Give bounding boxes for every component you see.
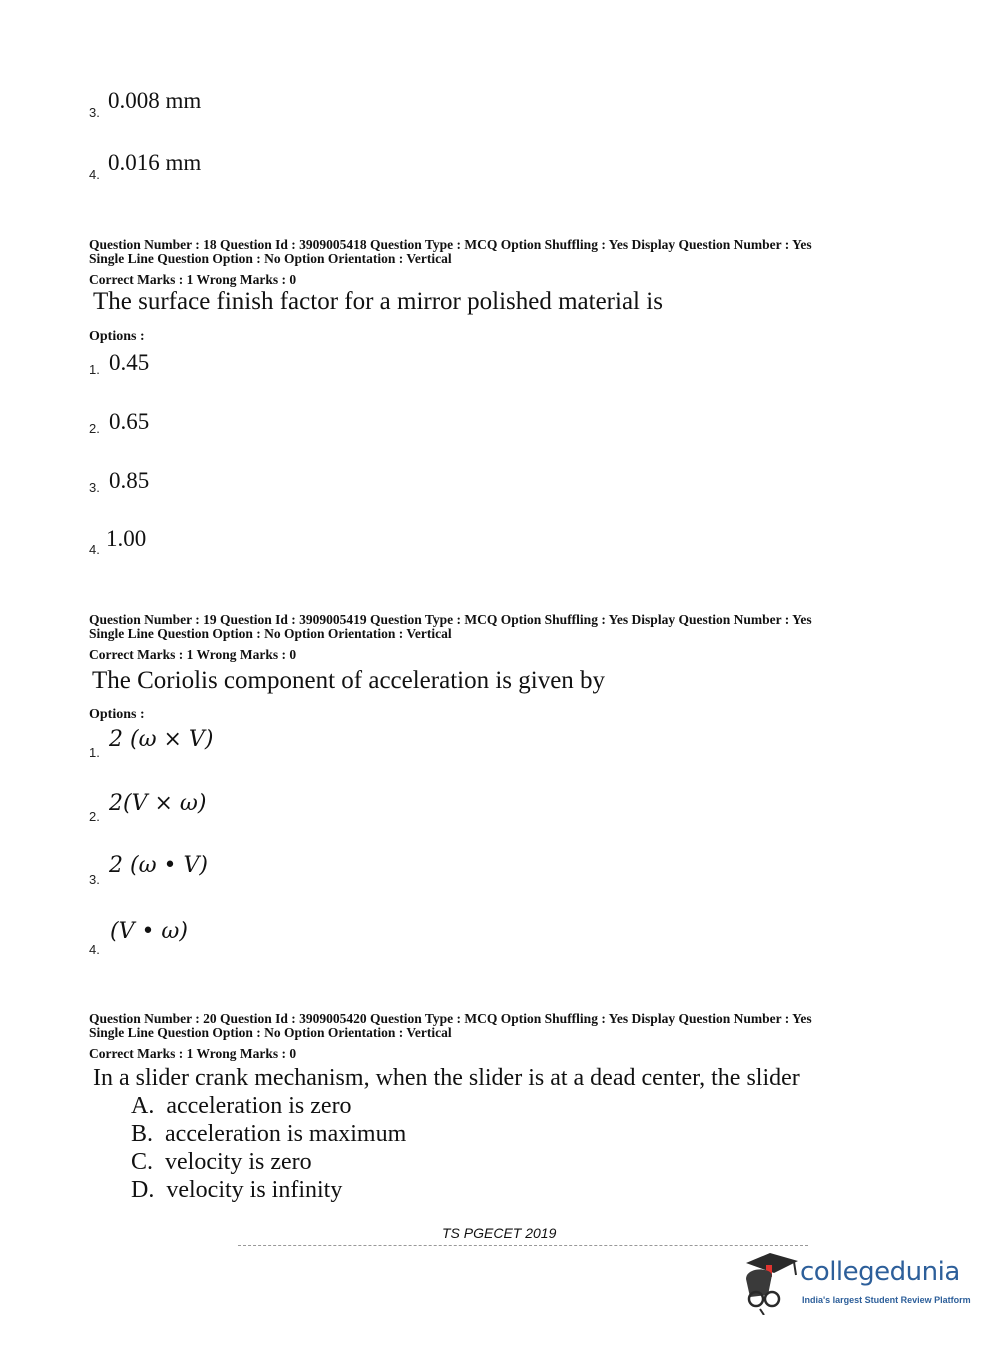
q20-marks: Correct Marks : 1 Wrong Marks : 0 (89, 1046, 297, 1061)
q18-options-label: Options : (89, 329, 145, 344)
q18-marks: Correct Marks : 1 Wrong Marks : 0 (89, 272, 297, 287)
q18-question-text: The surface finish factor for a mirror polished material is (93, 288, 663, 315)
option-text: 0.85 (109, 468, 150, 493)
q19-options-label: Options : (89, 707, 145, 722)
footer-text: TS PGECET 2019 (442, 1225, 557, 1241)
logo-tagline: India's largest Student Review Platform (802, 1295, 971, 1305)
option-number: 4. (89, 542, 100, 557)
collegedunia-logo[interactable] (740, 1245, 980, 1320)
option-number: 2. (89, 421, 100, 436)
footer-divider (238, 1245, 808, 1246)
option-number: 3. (89, 480, 100, 495)
choice-letter: C. (131, 1149, 154, 1175)
q18-meta-line1: Question Number : 18 Question Id : 3909005418 Question Type : MCQ Option Shuffling : Yes Display Question Number : Yes (89, 237, 812, 252)
q18-meta-line2: Single Line Question Option : No Option Orientation : Vertical (89, 251, 452, 266)
graduation-cap-mascot-icon (740, 1245, 804, 1315)
q20-meta-line2: Single Line Question Option : No Option Orientation : Vertical (89, 1025, 452, 1040)
choice-text: velocity is zero (165, 1149, 312, 1175)
choice-letter: D. (131, 1177, 155, 1203)
choice-text: acceleration is maximum (165, 1121, 407, 1147)
option-formula: (V • ω) (110, 919, 188, 944)
option-text: 0.008 mm (108, 88, 202, 113)
q20-meta-line1: Question Number : 20 Question Id : 3909005420 Question Type : MCQ Option Shuffling : Yes Display Question Number : Yes (89, 1011, 812, 1026)
q20-choice-b[interactable] (131, 1121, 406, 1148)
q20-choice-a[interactable] (131, 1093, 352, 1120)
option-number: 3. (89, 872, 100, 887)
q20-choice-d[interactable] (131, 1177, 342, 1204)
option-number: 2. (89, 809, 100, 824)
q20-question-text: In a slider crank mechanism, when the slider is at a dead center, the slider (93, 1065, 800, 1091)
q20-choice-c[interactable] (131, 1149, 312, 1176)
q19-meta-line2: Single Line Question Option : No Option Orientation : Vertical (89, 626, 452, 641)
q19-question-text: The Coriolis component of acceleration is given by (92, 667, 606, 694)
option-number: 1. (89, 362, 100, 377)
option-text: 0.016 mm (108, 150, 202, 175)
option-text: 0.45 (109, 350, 150, 375)
option-number: 3. (89, 105, 100, 120)
option-formula: 2(V × ω) (109, 791, 207, 816)
q19-meta-line1: Question Number : 19 Question Id : 3909005419 Question Type : MCQ Option Shuffling : Yes Display Question Number : Yes (89, 612, 812, 627)
choice-letter: A. (131, 1093, 155, 1119)
option-number: 1. (89, 745, 100, 760)
option-text: 0.65 (109, 409, 150, 434)
option-number: 4. (89, 167, 100, 182)
choice-text: acceleration is zero (166, 1093, 352, 1119)
choice-letter: B. (131, 1121, 154, 1147)
q19-marks: Correct Marks : 1 Wrong Marks : 0 (89, 647, 297, 662)
choice-text: velocity is infinity (166, 1177, 343, 1203)
option-number: 4. (89, 942, 100, 957)
option-text: 1.00 (106, 526, 147, 551)
option-formula: 2 (ω × V) (109, 727, 214, 752)
logo-brand-text: collegedunia (800, 1257, 960, 1287)
option-formula: 2 (ω • V) (109, 853, 208, 878)
